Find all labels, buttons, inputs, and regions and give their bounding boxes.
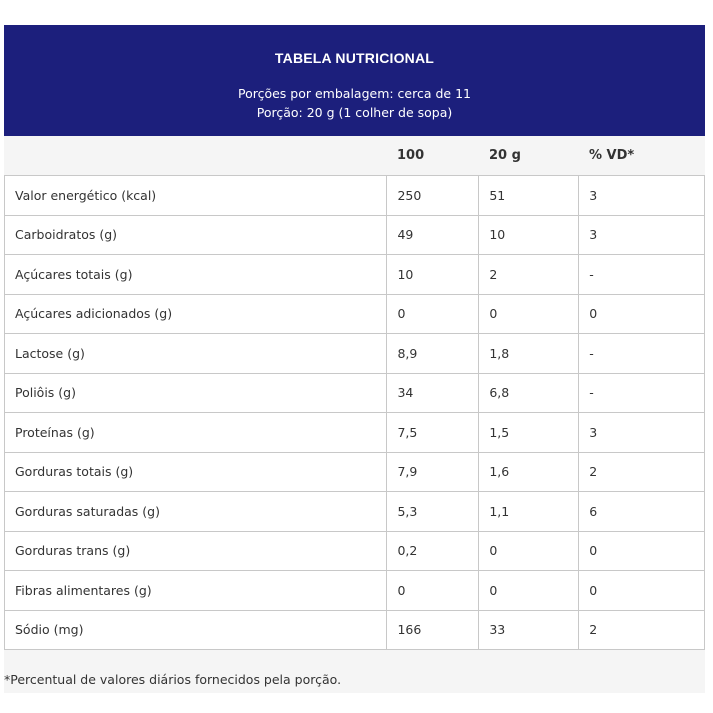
servings-per-package: Porções por embalagem: cerca de 11	[237, 86, 471, 101]
daily-value-percent: -	[579, 373, 705, 413]
column-header-20g: 20 g	[489, 148, 521, 163]
table-row	[5, 373, 705, 413]
value-per-100: 49	[387, 215, 479, 255]
column-header-100: 100	[397, 148, 425, 163]
value-per-100: 0,2	[387, 531, 479, 571]
value-per-100: 166	[387, 610, 479, 650]
nutrient-label: Gorduras trans (g)	[5, 531, 387, 571]
daily-value-percent: 0	[579, 531, 705, 571]
table-row	[5, 610, 705, 650]
value-per-100: 0	[387, 294, 479, 334]
daily-value-percent: 2	[579, 610, 705, 650]
table-row	[5, 255, 705, 295]
daily-value-percent: 2	[579, 452, 705, 492]
value-per-portion: 0	[479, 294, 579, 334]
value-per-portion: 0	[479, 531, 579, 571]
value-per-portion: 1,5	[479, 413, 579, 453]
value-per-100: 10	[387, 255, 479, 295]
table-title: TABELA NUTRICIONAL	[274, 50, 435, 66]
portion-size: Porção: 20 g (1 colher de sopa)	[256, 105, 453, 120]
nutrient-label: Gorduras saturadas (g)	[5, 492, 387, 532]
nutrient-label: Fibras alimentares (g)	[5, 571, 387, 611]
table-row	[5, 294, 705, 334]
daily-value-percent: 3	[579, 176, 705, 216]
table-row	[5, 492, 705, 532]
daily-value-percent: 3	[579, 215, 705, 255]
table-row	[5, 413, 705, 453]
table-row	[5, 215, 705, 255]
nutrient-label: Poliôis (g)	[5, 373, 387, 413]
value-per-portion: 0	[479, 571, 579, 611]
nutrient-label: Sódio (mg)	[5, 610, 387, 650]
footnote: *Percentual de valores diários fornecidos pela porção.	[4, 672, 342, 687]
table-row	[5, 571, 705, 611]
value-per-portion: 10	[479, 215, 579, 255]
table-row	[5, 531, 705, 571]
value-per-100: 0	[387, 571, 479, 611]
table-row	[5, 334, 705, 374]
daily-value-percent: 0	[579, 571, 705, 611]
value-per-100: 7,5	[387, 413, 479, 453]
nutrient-label: Lactose (g)	[5, 334, 387, 374]
table-row	[5, 176, 705, 216]
nutrition-table	[4, 175, 705, 650]
value-per-portion: 51	[479, 176, 579, 216]
table-row	[5, 452, 705, 492]
nutrition-table-panel	[4, 25, 705, 693]
value-per-portion: 6,8	[479, 373, 579, 413]
daily-value-percent: 3	[579, 413, 705, 453]
value-per-100: 7,9	[387, 452, 479, 492]
value-per-100: 5,3	[387, 492, 479, 532]
nutrition-header	[4, 25, 705, 136]
daily-value-percent: -	[579, 334, 705, 374]
nutrient-label: Carboidratos (g)	[5, 215, 387, 255]
value-per-100: 250	[387, 176, 479, 216]
value-per-portion: 33	[479, 610, 579, 650]
value-per-100: 34	[387, 373, 479, 413]
value-per-portion: 1,6	[479, 452, 579, 492]
daily-value-percent: -	[579, 255, 705, 295]
daily-value-percent: 0	[579, 294, 705, 334]
nutrient-label: Proteínas (g)	[5, 413, 387, 453]
value-per-portion: 2	[479, 255, 579, 295]
column-header-row	[4, 136, 705, 175]
nutrient-label: Açúcares adicionados (g)	[5, 294, 387, 334]
nutrient-label: Valor energético (kcal)	[5, 176, 387, 216]
nutrient-label: Açúcares totais (g)	[5, 255, 387, 295]
daily-value-percent: 6	[579, 492, 705, 532]
value-per-100: 8,9	[387, 334, 479, 374]
value-per-portion: 1,1	[479, 492, 579, 532]
nutrient-label: Gorduras totais (g)	[5, 452, 387, 492]
column-header-vd: % VD*	[589, 148, 635, 163]
value-per-portion: 1,8	[479, 334, 579, 374]
